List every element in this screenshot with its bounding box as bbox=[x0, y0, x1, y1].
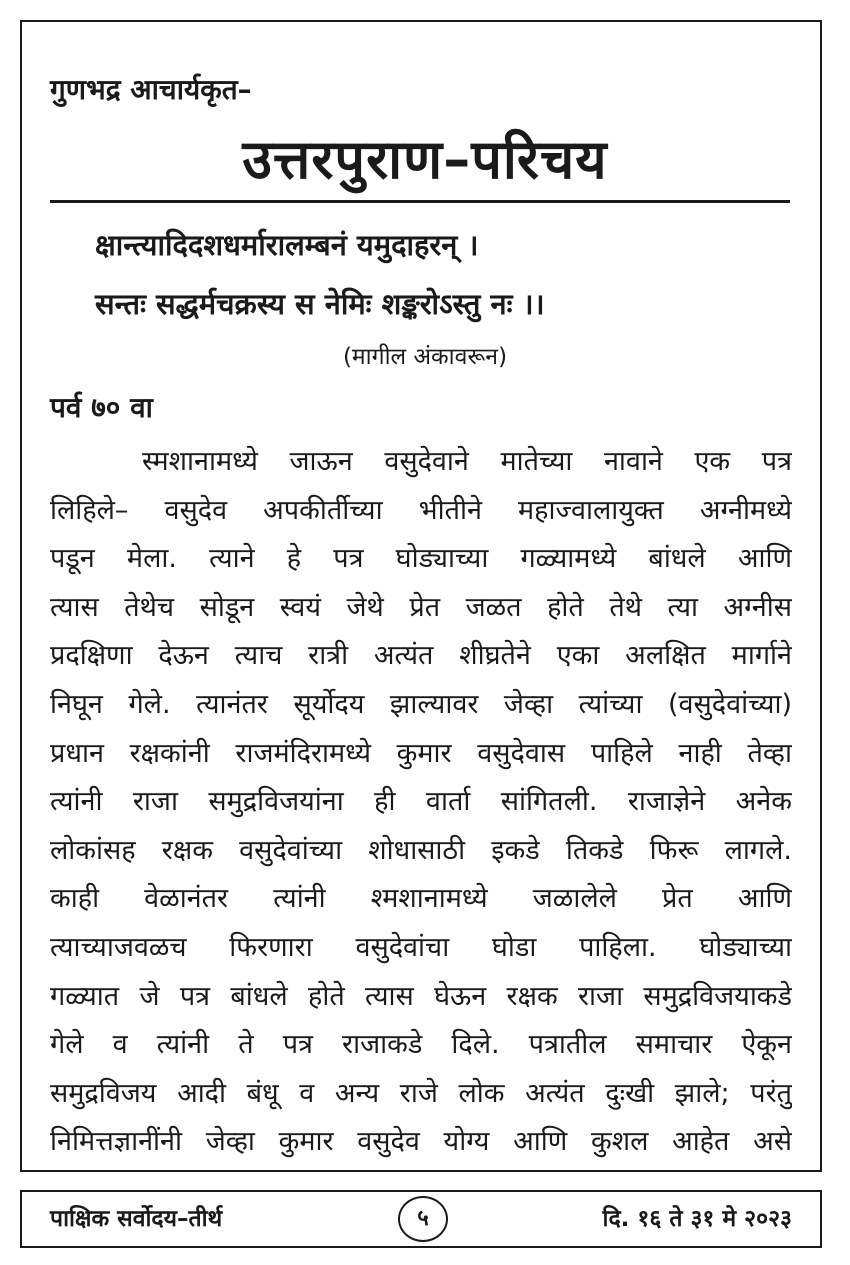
body-paragraph bbox=[50, 438, 792, 1167]
title-divider bbox=[50, 200, 790, 203]
page-number: ५ bbox=[398, 1196, 448, 1242]
paragraph-line: त्यांनी राजा समुद्रविजयांना ही वार्ता सांगितली. राजाज्ञेने अनेक bbox=[50, 786, 792, 818]
paragraph-line: समुद्रविजय आदी बंधू व अन्य राजे लोक अत्यंत दुःखी झाले; परंतु bbox=[50, 1077, 792, 1109]
page-title: उत्तरपुराण–परिचय bbox=[242, 128, 608, 191]
paragraph-line: गळ्यात जे पत्र बांधले होते त्यास घेऊन रक्षक राजा समुद्रविजयाकडे bbox=[50, 980, 792, 1012]
verse-line-2: सन्तः सद्धर्मचक्रस्य स नेमिः शङ्करोऽस्तु नः ।। bbox=[95, 287, 545, 321]
paragraph-line: गेले व त्यांनी ते पत्र राजाकडे दिले. पत्रातील समाचार ऐकून bbox=[50, 1029, 792, 1061]
paragraph-line: स्मशानामध्ये जाऊन वसुदेवाने मातेच्या नावाने एक पत्र bbox=[142, 446, 792, 477]
publication-name: पाक्षिक सर्वोदय–तीर्थ bbox=[50, 1206, 223, 1232]
paragraph-line: निघून गेले. त्यानंतर सूर्योदय झाल्यावर जेव्हा त्यांच्या (वसुदेवांच्या) bbox=[50, 688, 792, 720]
paragraph-line: प्रधान रक्षकांनी राजमंदिरामध्ये कुमार वसुदेवास पाहिले नाही तेव्हा bbox=[50, 737, 792, 769]
author-line: गुणभद्र आचार्यकृत– bbox=[50, 73, 252, 106]
page-footer bbox=[20, 1190, 822, 1248]
paragraph-line: लिहिले– वसुदेव अपकीर्तीच्या भीतीने महाज्वालायुक्त अग्नीमध्ये bbox=[50, 494, 792, 526]
paragraph-line: निमित्तज्ञानींनी जेव्हा कुमार वसुदेव योग्य आणि कुशल आहेत असे bbox=[50, 1126, 792, 1158]
verse-line-1: क्षान्त्यादिदशधर्मारालम्बनं यमुदाहरन् । bbox=[95, 228, 479, 262]
paragraph-line: त्यास तेथेच सोडून स्वयं जेथे प्रेत जळत होते तेथे त्या अग्नीस bbox=[50, 591, 792, 623]
paragraph-line: पडून मेला. त्याने हे पत्र घोड्याच्या गळ्यामध्ये बांधले आणि bbox=[50, 543, 792, 575]
paragraph-line: काही वेळानंतर त्यांनी श्मशानामध्ये जळालेले प्रेत आणि bbox=[50, 883, 792, 915]
paragraph-line: प्रदक्षिणा देऊन त्याच रात्री अत्यंत शीघ्रतेने एका अलक्षित मार्गाने bbox=[50, 640, 792, 672]
continuation-note: (मागील अंकावरून) bbox=[342, 344, 508, 370]
section-heading: पर्व ७० वा bbox=[50, 391, 153, 424]
paragraph-line: लोकांसह रक्षक वसुदेवांच्या शोधासाठी इकडे तिकडे फिरू लागले. bbox=[50, 834, 792, 866]
paragraph-line: त्याच्याजवळच फिरणारा वसुदेवांचा घोडा पाहिला. घोड्याच्या bbox=[50, 931, 792, 963]
issue-date: दि. १६ ते ३१ मे २०२३ bbox=[602, 1206, 792, 1232]
